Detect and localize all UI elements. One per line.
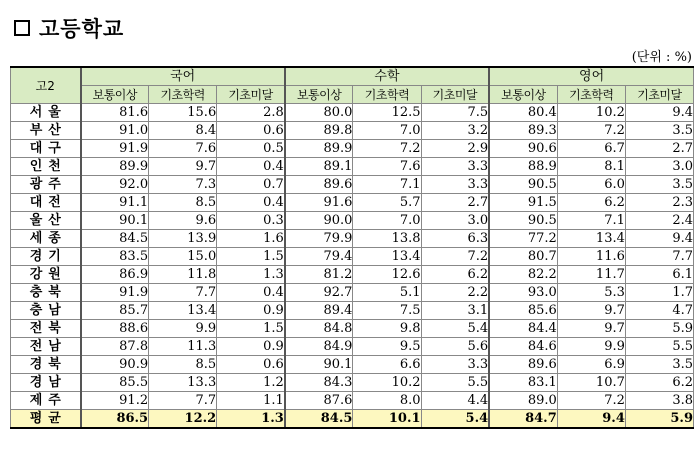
value-cell: 89.6 <box>489 356 557 374</box>
value-cell: 2.7 <box>421 194 489 212</box>
value-cell: 13.9 <box>149 230 217 248</box>
region-cell: 울산 <box>11 212 81 230</box>
value-cell: 3.3 <box>421 356 489 374</box>
region-cell: 경기 <box>11 248 81 266</box>
region-cell: 경남 <box>11 374 81 392</box>
value-cell: 7.7 <box>625 248 693 266</box>
value-cell: 6.1 <box>625 266 693 284</box>
value-cell: 15.0 <box>149 248 217 266</box>
value-cell: 85.5 <box>81 374 149 392</box>
value-cell: 91.9 <box>81 284 149 302</box>
value-cell: 87.6 <box>285 392 353 410</box>
value-cell: 7.2 <box>557 392 625 410</box>
value-cell: 90.0 <box>285 212 353 230</box>
table-row <box>11 122 694 140</box>
value-cell: 9.5 <box>353 338 421 356</box>
value-cell: 92.7 <box>285 284 353 302</box>
value-cell: 82.2 <box>489 266 557 284</box>
region-cell: 대전 <box>11 194 81 212</box>
value-cell: 10.1 <box>353 410 421 429</box>
value-cell: 10.2 <box>557 104 625 122</box>
value-cell: 7.6 <box>353 158 421 176</box>
value-cell: 1.3 <box>217 266 285 284</box>
value-cell: 5.9 <box>625 410 693 429</box>
value-cell: 2.4 <box>625 212 693 230</box>
value-cell: 5.4 <box>421 410 489 429</box>
average-row <box>11 410 694 429</box>
value-cell: 89.3 <box>489 122 557 140</box>
value-cell: 0.4 <box>217 284 285 302</box>
value-cell: 13.3 <box>149 374 217 392</box>
value-cell: 91.6 <box>285 194 353 212</box>
table-row <box>11 374 694 392</box>
value-cell: 87.8 <box>81 338 149 356</box>
value-cell: 83.5 <box>81 248 149 266</box>
unit-label: (단위 : %) <box>631 50 692 65</box>
value-cell: 4.4 <box>421 392 489 410</box>
sub-header: 기초미달 <box>625 86 693 104</box>
region-cell: 인천 <box>11 158 81 176</box>
value-cell: 84.8 <box>285 320 353 338</box>
value-cell: 93.0 <box>489 284 557 302</box>
value-cell: 86.5 <box>81 410 149 429</box>
checkbox-square-icon <box>14 20 30 36</box>
value-cell: 84.6 <box>489 338 557 356</box>
value-cell: 11.3 <box>149 338 217 356</box>
value-cell: 0.6 <box>217 356 285 374</box>
value-cell: 1.7 <box>625 284 693 302</box>
sub-header-row <box>11 86 694 104</box>
value-cell: 13.8 <box>353 230 421 248</box>
value-cell: 7.7 <box>149 284 217 302</box>
value-cell: 6.2 <box>421 266 489 284</box>
value-cell: 1.5 <box>217 248 285 266</box>
value-cell: 90.1 <box>81 212 149 230</box>
value-cell: 1.2 <box>217 374 285 392</box>
value-cell: 7.7 <box>149 392 217 410</box>
value-cell: 7.2 <box>353 140 421 158</box>
value-cell: 84.5 <box>81 230 149 248</box>
region-cell: 대구 <box>11 140 81 158</box>
region-cell: 평균 <box>11 410 81 429</box>
value-cell: 7.2 <box>421 248 489 266</box>
value-cell: 3.5 <box>625 176 693 194</box>
value-cell: 9.7 <box>557 320 625 338</box>
title-text: 고등학교 <box>39 17 125 41</box>
region-cell: 강원 <box>11 266 81 284</box>
region-cell: 충남 <box>11 302 81 320</box>
value-cell: 8.1 <box>557 158 625 176</box>
value-cell: 6.2 <box>625 374 693 392</box>
sub-header: 기초학력 <box>149 86 217 104</box>
value-cell: 84.3 <box>285 374 353 392</box>
value-cell: 13.4 <box>557 230 625 248</box>
value-cell: 91.2 <box>81 392 149 410</box>
value-cell: 0.4 <box>217 158 285 176</box>
sub-header: 기초미달 <box>217 86 285 104</box>
corner-header: 고2 <box>11 67 81 104</box>
value-cell: 6.6 <box>353 356 421 374</box>
region-cell: 전북 <box>11 320 81 338</box>
region-cell: 제주 <box>11 392 81 410</box>
value-cell: 1.6 <box>217 230 285 248</box>
region-cell: 충북 <box>11 284 81 302</box>
value-cell: 9.4 <box>625 104 693 122</box>
value-cell: 0.3 <box>217 212 285 230</box>
table-row <box>11 158 694 176</box>
table-row <box>11 284 694 302</box>
value-cell: 5.5 <box>421 374 489 392</box>
value-cell: 89.4 <box>285 302 353 320</box>
value-cell: 11.7 <box>557 266 625 284</box>
value-cell: 5.5 <box>625 338 693 356</box>
value-cell: 10.2 <box>353 374 421 392</box>
value-cell: 0.9 <box>217 302 285 320</box>
table-row <box>11 104 694 122</box>
value-cell: 2.2 <box>421 284 489 302</box>
value-cell: 89.9 <box>81 158 149 176</box>
value-cell: 0.4 <box>217 194 285 212</box>
value-cell: 12.6 <box>353 266 421 284</box>
value-cell: 89.1 <box>285 158 353 176</box>
value-cell: 85.6 <box>489 302 557 320</box>
value-cell: 89.9 <box>285 140 353 158</box>
value-cell: 12.2 <box>149 410 217 429</box>
table-row <box>11 176 694 194</box>
table-row <box>11 302 694 320</box>
table-row <box>11 194 694 212</box>
value-cell: 9.9 <box>149 320 217 338</box>
value-cell: 7.5 <box>421 104 489 122</box>
value-cell: 0.7 <box>217 176 285 194</box>
table-row <box>11 230 694 248</box>
region-cell: 광주 <box>11 176 81 194</box>
value-cell: 90.5 <box>489 212 557 230</box>
value-cell: 15.6 <box>149 104 217 122</box>
value-cell: 9.9 <box>557 338 625 356</box>
value-cell: 89.6 <box>285 176 353 194</box>
value-cell: 0.5 <box>217 140 285 158</box>
value-cell: 88.6 <box>81 320 149 338</box>
value-cell: 91.1 <box>81 194 149 212</box>
value-cell: 3.2 <box>421 122 489 140</box>
value-cell: 3.5 <box>625 356 693 374</box>
value-cell: 77.2 <box>489 230 557 248</box>
value-cell: 79.4 <box>285 248 353 266</box>
value-cell: 7.1 <box>353 176 421 194</box>
value-cell: 90.5 <box>489 176 557 194</box>
value-cell: 2.7 <box>625 140 693 158</box>
value-cell: 13.4 <box>149 302 217 320</box>
value-cell: 9.4 <box>625 230 693 248</box>
value-cell: 3.3 <box>421 176 489 194</box>
value-cell: 5.7 <box>353 194 421 212</box>
value-cell: 5.4 <box>421 320 489 338</box>
subject-header-math: 수학 <box>285 67 489 86</box>
value-cell: 3.0 <box>625 158 693 176</box>
region-cell: 전남 <box>11 338 81 356</box>
value-cell: 3.1 <box>421 302 489 320</box>
value-cell: 1.1 <box>217 392 285 410</box>
subject-header-english: 영어 <box>489 67 693 86</box>
value-cell: 11.6 <box>557 248 625 266</box>
value-cell: 80.0 <box>285 104 353 122</box>
sub-header: 기초학력 <box>353 86 421 104</box>
table-body <box>11 104 694 429</box>
table-row <box>11 266 694 284</box>
region-cell: 부산 <box>11 122 81 140</box>
value-cell: 81.2 <box>285 266 353 284</box>
value-cell: 7.2 <box>557 122 625 140</box>
value-cell: 3.8 <box>625 392 693 410</box>
subject-header-korean: 국어 <box>81 67 285 86</box>
sub-header: 기초미달 <box>421 86 489 104</box>
value-cell: 84.9 <box>285 338 353 356</box>
table-row <box>11 320 694 338</box>
table-row <box>11 338 694 356</box>
value-cell: 1.5 <box>217 320 285 338</box>
value-cell: 8.4 <box>149 122 217 140</box>
region-cell: 서울 <box>11 104 81 122</box>
results-table <box>10 66 694 429</box>
subject-header-row <box>11 67 694 86</box>
value-cell: 10.7 <box>557 374 625 392</box>
value-cell: 7.0 <box>353 212 421 230</box>
value-cell: 90.1 <box>285 356 353 374</box>
value-cell: 6.2 <box>557 194 625 212</box>
value-cell: 3.0 <box>421 212 489 230</box>
value-cell: 88.9 <box>489 158 557 176</box>
value-cell: 7.1 <box>557 212 625 230</box>
value-cell: 9.4 <box>557 410 625 429</box>
value-cell: 3.5 <box>625 122 693 140</box>
value-cell: 79.9 <box>285 230 353 248</box>
value-cell: 5.1 <box>353 284 421 302</box>
value-cell: 0.6 <box>217 122 285 140</box>
value-cell: 89.8 <box>285 122 353 140</box>
value-cell: 2.9 <box>421 140 489 158</box>
value-cell: 8.5 <box>149 356 217 374</box>
section-title <box>14 14 124 42</box>
value-cell: 7.5 <box>353 302 421 320</box>
value-cell: 7.3 <box>149 176 217 194</box>
value-cell: 92.0 <box>81 176 149 194</box>
value-cell: 2.8 <box>217 104 285 122</box>
value-cell: 83.1 <box>489 374 557 392</box>
value-cell: 89.0 <box>489 392 557 410</box>
value-cell: 0.9 <box>217 338 285 356</box>
sub-header: 보통이상 <box>285 86 353 104</box>
value-cell: 91.9 <box>81 140 149 158</box>
value-cell: 84.4 <box>489 320 557 338</box>
value-cell: 8.5 <box>149 194 217 212</box>
value-cell: 91.5 <box>489 194 557 212</box>
value-cell: 86.9 <box>81 266 149 284</box>
value-cell: 6.7 <box>557 140 625 158</box>
sub-header: 기초학력 <box>557 86 625 104</box>
value-cell: 3.3 <box>421 158 489 176</box>
table-row <box>11 140 694 158</box>
value-cell: 9.6 <box>149 212 217 230</box>
value-cell: 12.5 <box>353 104 421 122</box>
value-cell: 81.6 <box>81 104 149 122</box>
value-cell: 90.6 <box>489 140 557 158</box>
value-cell: 6.3 <box>421 230 489 248</box>
region-cell: 세종 <box>11 230 81 248</box>
value-cell: 80.4 <box>489 104 557 122</box>
value-cell: 90.9 <box>81 356 149 374</box>
table-row <box>11 356 694 374</box>
value-cell: 85.7 <box>81 302 149 320</box>
value-cell: 9.8 <box>353 320 421 338</box>
value-cell: 84.7 <box>489 410 557 429</box>
value-cell: 91.0 <box>81 122 149 140</box>
value-cell: 11.8 <box>149 266 217 284</box>
region-cell: 경북 <box>11 356 81 374</box>
table-row <box>11 212 694 230</box>
value-cell: 5.9 <box>625 320 693 338</box>
value-cell: 7.0 <box>353 122 421 140</box>
value-cell: 6.0 <box>557 176 625 194</box>
value-cell: 80.7 <box>489 248 557 266</box>
table-row <box>11 248 694 266</box>
value-cell: 4.7 <box>625 302 693 320</box>
sub-header: 보통이상 <box>489 86 557 104</box>
value-cell: 13.4 <box>353 248 421 266</box>
value-cell: 8.0 <box>353 392 421 410</box>
sub-header: 보통이상 <box>81 86 149 104</box>
table-row <box>11 392 694 410</box>
value-cell: 2.3 <box>625 194 693 212</box>
value-cell: 5.3 <box>557 284 625 302</box>
value-cell: 6.9 <box>557 356 625 374</box>
value-cell: 9.7 <box>557 302 625 320</box>
value-cell: 9.7 <box>149 158 217 176</box>
value-cell: 5.6 <box>421 338 489 356</box>
value-cell: 84.5 <box>285 410 353 429</box>
value-cell: 7.6 <box>149 140 217 158</box>
value-cell: 1.3 <box>217 410 285 429</box>
